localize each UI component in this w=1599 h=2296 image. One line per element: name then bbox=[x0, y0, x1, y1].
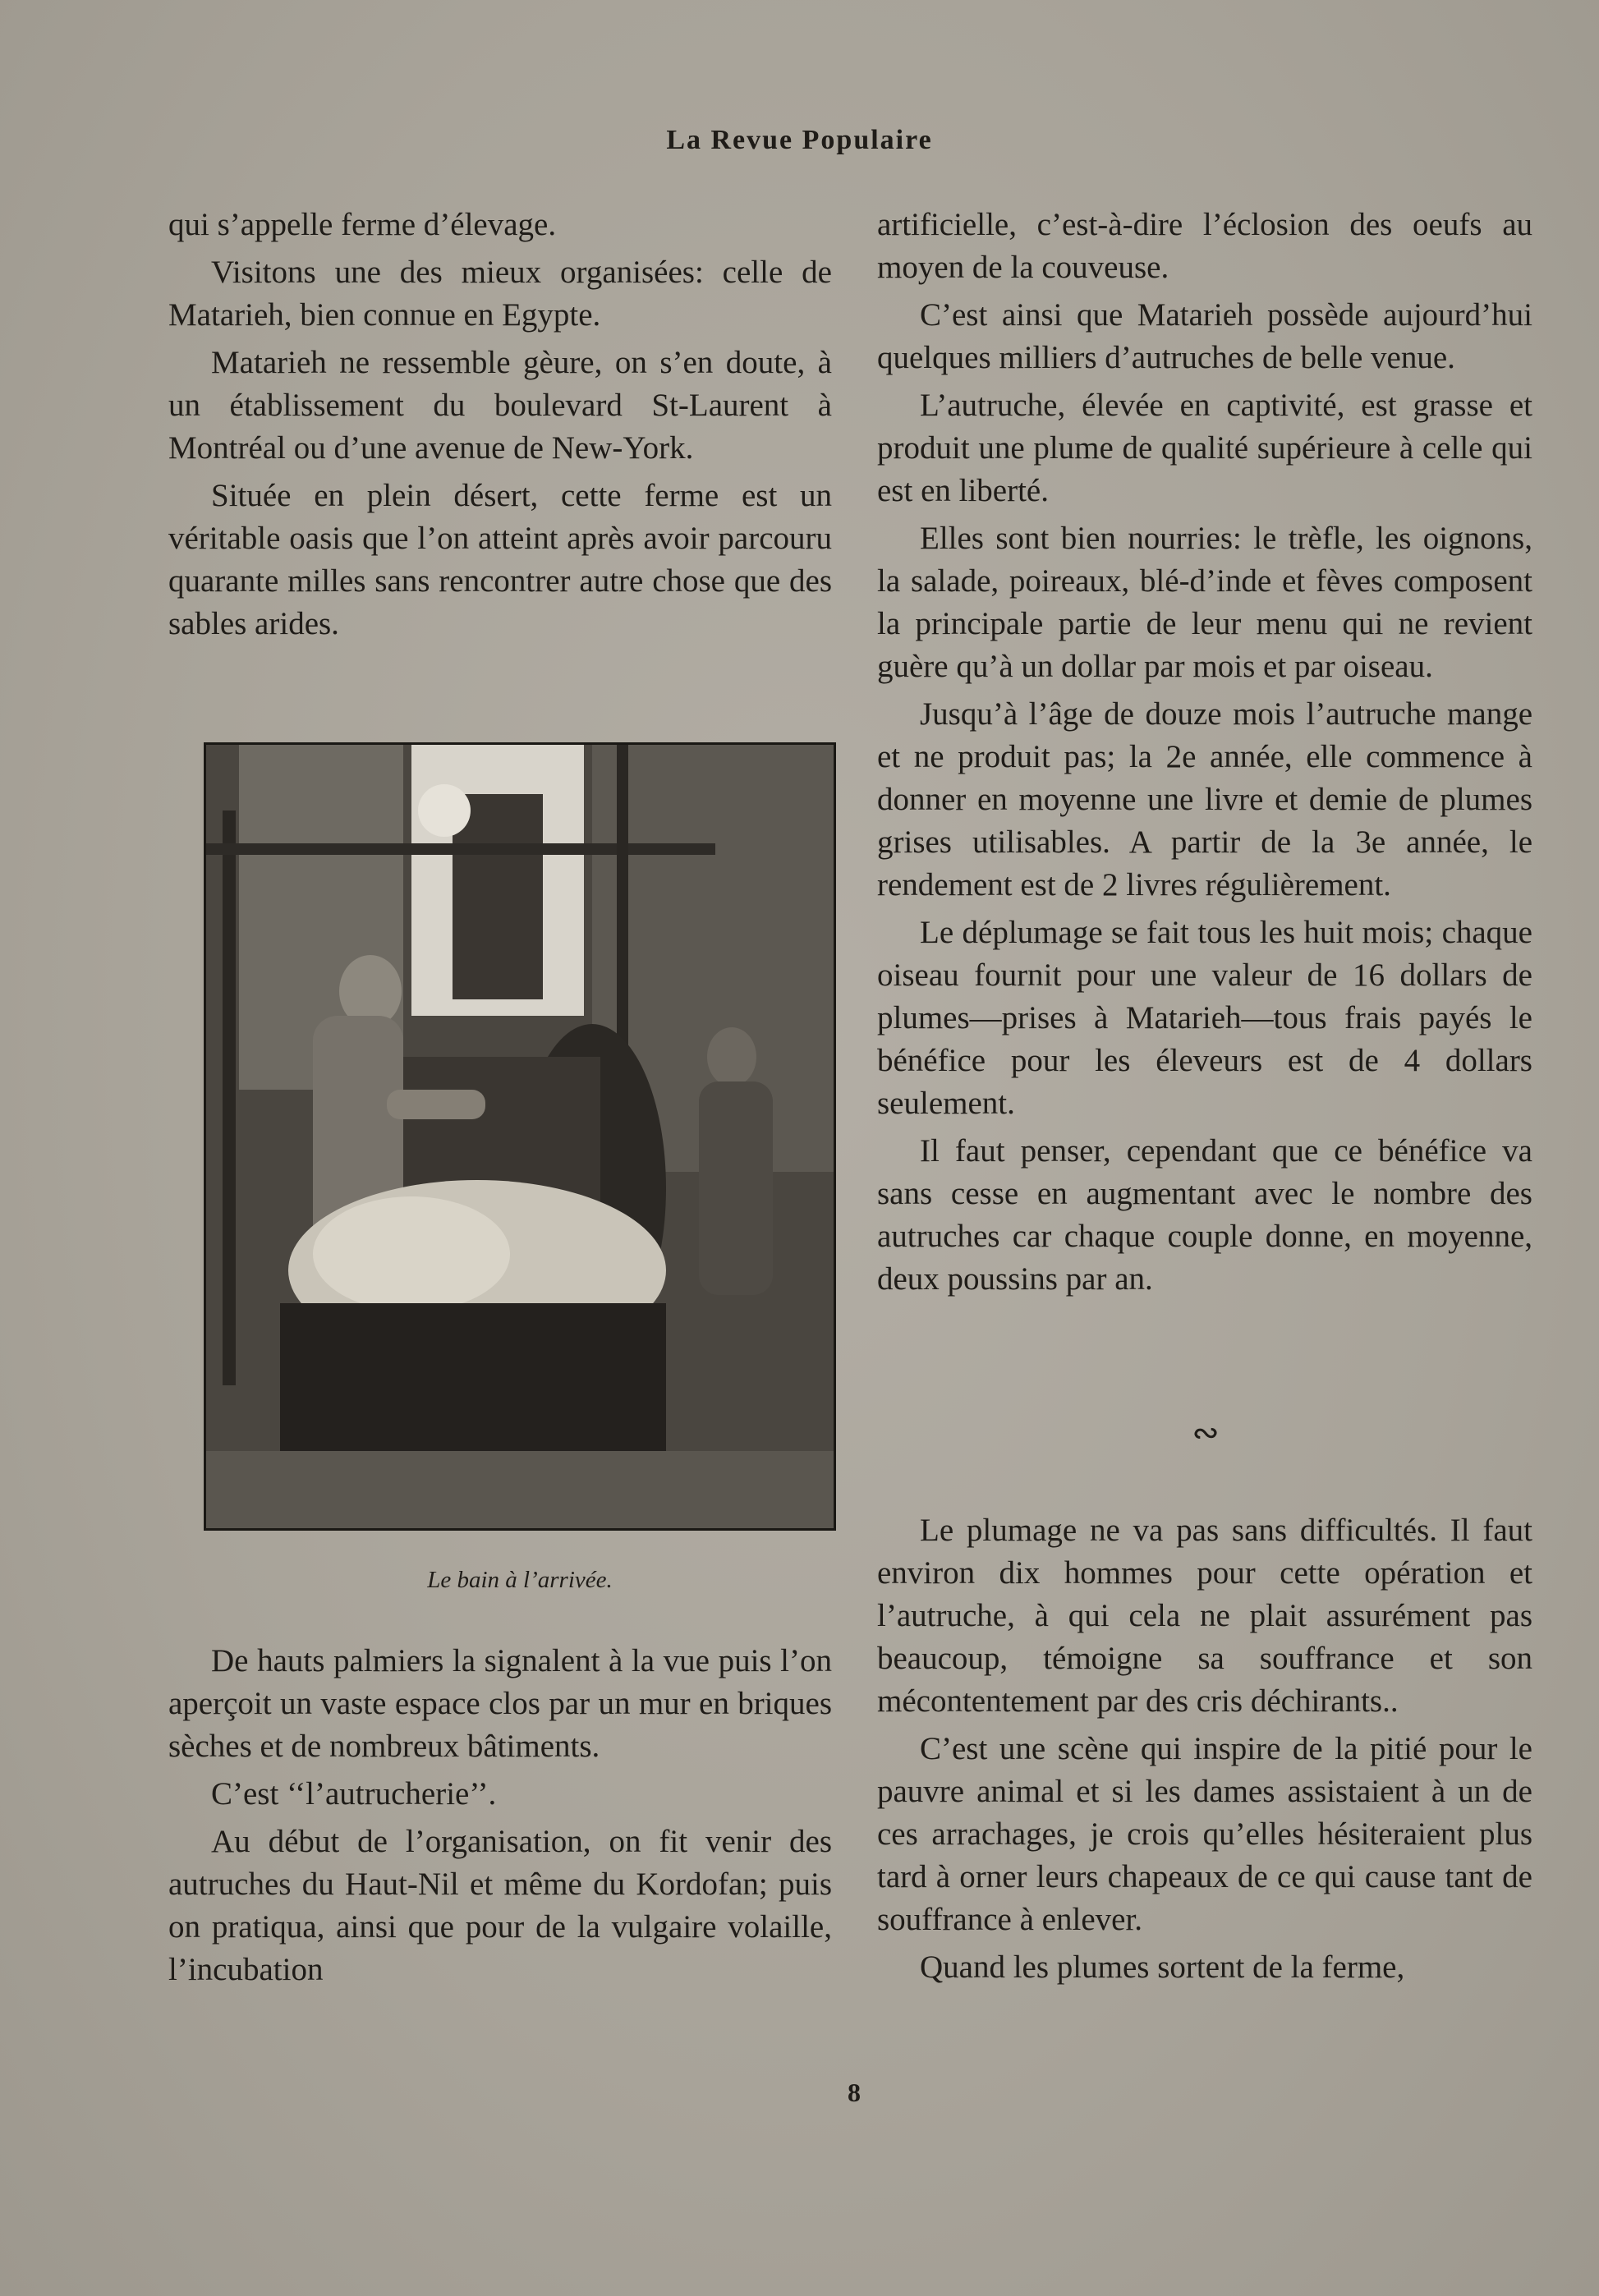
paragraph: Jusqu’à l’âge de douze mois l’autruche mange et ne produit pas; la 2e année, elle commence à donner en moyenne une livre et demie de plumes grises utilisables. A partir de la 3e année, le rendement est de 2 livres régulièrement. bbox=[877, 696, 1532, 902]
paragraph: qui s’appelle ferme d’élevage. bbox=[168, 207, 557, 242]
paragraph: Quand les plumes sortent de la ferme, bbox=[920, 1949, 1405, 1985]
paragraph: Visitons une des mieux organisées: celle de Matarieh, bien connue en Egypte. bbox=[168, 255, 832, 333]
paragraph: Le plumage ne va pas sans difficultés. Il faut environ dix hommes pour cette opération et l’autruche, à qui cela ne plait assurément pas beaucoup, témoigne sa souffrance et son mécontentement par des cris déchirants.. bbox=[877, 1513, 1532, 1719]
paragraph: Au début de l’organisation, on fit venir des autruches du Haut-Nil et même du Kordofan; puis on pratiqua, ainsi que pour de la vulgaire volaille, l’incubation bbox=[168, 1824, 832, 1987]
photo-illustration bbox=[206, 745, 834, 1528]
right-column-top bbox=[877, 204, 1532, 1306]
halftone-photo bbox=[204, 742, 836, 1531]
paragraph: Elles sont bien nourries: le trèfle, les oignons, la salade, poireaux, blé-d’inde et fèves composent la principale partie de leur menu qui ne revient guère qu’à un dollar par mois et par oiseau. bbox=[877, 521, 1532, 684]
paragraph: C’est ‘‘l’autrucherie’’. bbox=[211, 1776, 497, 1812]
left-column-top bbox=[168, 204, 832, 650]
left-column-bottom bbox=[168, 1640, 832, 1996]
paragraph: L’autruche, élevée en captivité, est grasse et produit une plume de qualité supérieure à celle qui est en liberté. bbox=[877, 388, 1532, 508]
paragraph: Il faut penser, cependant que ce bénéfice va sans cesse en augmentant avec le nombre des autruches car chaque couple donne, en moyenne, deux poussins par an. bbox=[877, 1133, 1532, 1297]
right-column-bottom bbox=[877, 1509, 1532, 1994]
paragraph: Située en plein désert, cette ferme est un véritable oasis que l’on atteint après avoir parcouru quarante milles sans rencontrer autre chose que des sables arides. bbox=[168, 478, 832, 641]
paragraph: C’est ainsi que Matarieh possède aujourd’hui quelques milliers d’autruches de belle venue. bbox=[877, 297, 1532, 375]
paragraph: C’est une scène qui inspire de la pitié pour le pauvre animal et si les dames assistaient à un de ces arrachages, je crois qu’elles hésiteraient plus tard à orner leurs chapeaux de ce qui cause tant de souffrance à enlever. bbox=[877, 1731, 1532, 1937]
section-ornament-icon: ∾ bbox=[1192, 1414, 1220, 1451]
paragraph: De hauts palmiers la signalent à la vue puis l’on aperçoit un vaste espace clos par un mur en briques sèches et de nombreux bâtiments. bbox=[168, 1643, 832, 1764]
running-header: La Revue Populaire bbox=[666, 125, 933, 155]
paragraph: Matarieh ne ressemble gèure, on s’en doute, à un établissement du boulevard St-Laurent à Montréal ou d’une avenue de New-York. bbox=[168, 345, 832, 466]
paragraph: Le déplumage se fait tous les huit mois; chaque oiseau fournit pour une valeur de 16 dollars de plumes—prises à Matarieh—tous frais payés le bénéfice pour les éleveurs est de 4 dollars seulement. bbox=[877, 915, 1532, 1121]
paragraph: artificielle, c’est-à-dire l’éclosion des oeufs au moyen de la couveuse. bbox=[877, 207, 1532, 285]
figure-caption: Le bain à l’arrivée. bbox=[427, 1567, 613, 1593]
page-number: 8 bbox=[848, 2078, 861, 2107]
